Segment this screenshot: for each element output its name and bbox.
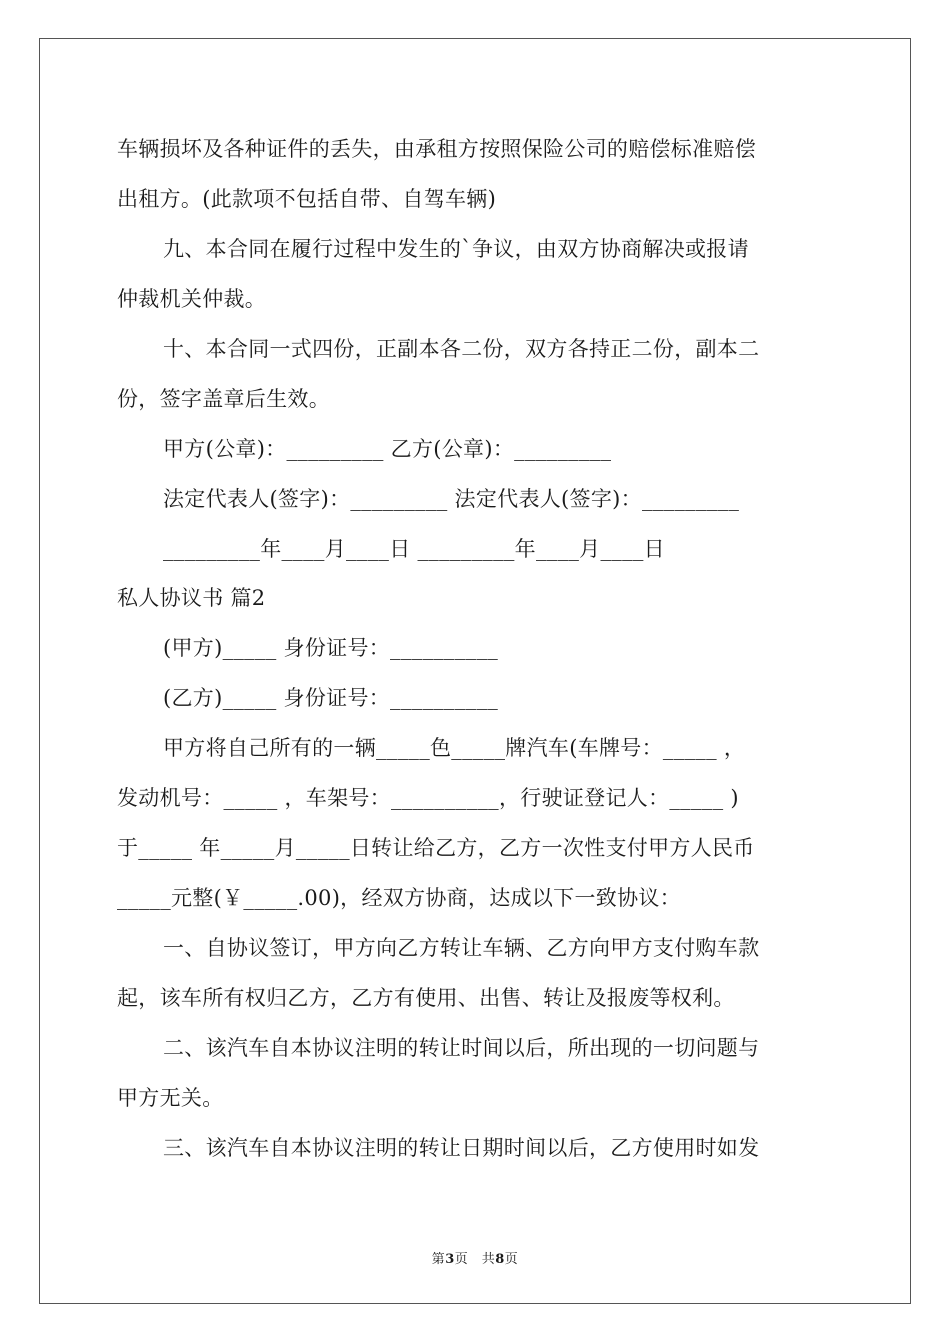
- total-page-number: 8: [495, 1252, 505, 1267]
- text-line: 份，签字盖章后生效。: [117, 387, 330, 411]
- text-line: _________年____月____日 _________年____月____日: [163, 537, 665, 561]
- text-line: 九、本合同在履行过程中发生的`争议，由双方协商解决或报请: [163, 237, 749, 261]
- text-line: 起，该车所有权归乙方，乙方有使用、出售、转让及报废等权利。: [117, 986, 735, 1010]
- text-line: 甲方无关。: [117, 1086, 224, 1110]
- section-heading: 私人协议书 篇2: [117, 586, 266, 610]
- text-line: 仲裁机关仲裁。: [117, 287, 267, 311]
- text-line: 三、该汽车自本协议注明的转让日期时间以后，乙方使用时如发: [163, 1136, 760, 1160]
- text-line: 甲方将自己所有的一辆_____色_____牌汽车(车牌号：_____ ，: [163, 736, 746, 760]
- text-line: 一、自协议签订，甲方向乙方转让车辆、乙方向甲方支付购车款: [163, 936, 760, 960]
- text-line: 甲方(公章)：_________ 乙方(公章)：_________: [163, 437, 612, 461]
- text-line: (甲方)_____ 身份证号：__________: [163, 636, 499, 660]
- footer-prefix: 第: [431, 1252, 446, 1267]
- text-line: 出租方。(此款项不包括自带、自驾车辆): [117, 187, 497, 211]
- page-border: [39, 38, 911, 1304]
- footer-mid: 页 共: [454, 1252, 496, 1267]
- text-line: 二、该汽车自本协议注明的转让时间以后，所出现的一切问题与: [163, 1036, 760, 1060]
- text-line: 车辆损坏及各种证件的丢失，由承租方按照保险公司的赔偿标准赔偿: [117, 137, 756, 161]
- page-number-footer: [0, 1248, 950, 1267]
- text-line: (乙方)_____ 身份证号：__________: [163, 686, 499, 710]
- text-line: 法定代表人(签字)：_________ 法定代表人(签字)：_________: [163, 487, 740, 511]
- text-line: 发动机号：_____ ，车架号：__________，行驶证登记人：_____ ): [117, 786, 739, 810]
- current-page-number: 3: [445, 1252, 455, 1267]
- footer-suffix: 页: [504, 1252, 519, 1267]
- text-line: 十、本合同一式四份，正副本各二份，双方各持正二份，副本二: [163, 337, 760, 361]
- text-line: _____元整(￥_____.00)，经双方协商，达成以下一致协议：: [117, 886, 681, 910]
- text-line: 于_____ 年_____月_____日转让给乙方，乙方一次性支付甲方人民币: [117, 836, 755, 860]
